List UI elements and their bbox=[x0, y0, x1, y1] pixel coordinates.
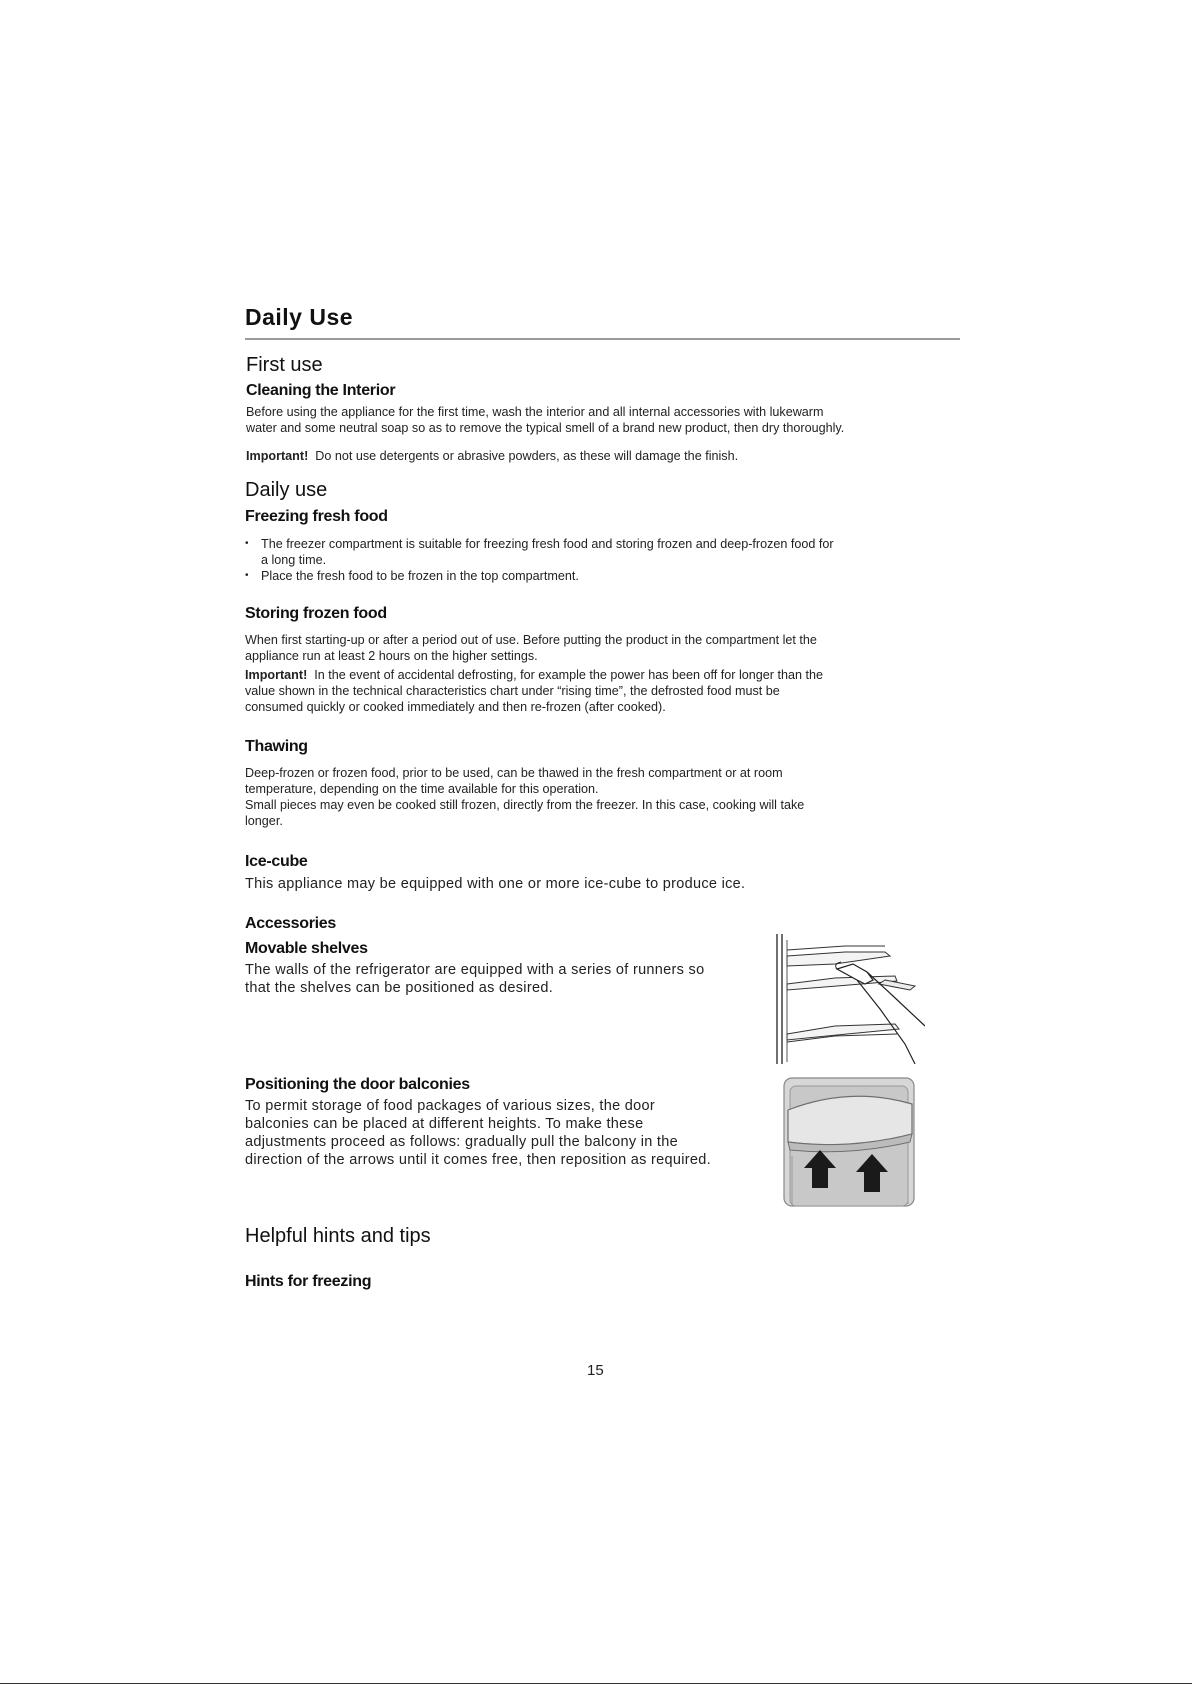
storing-paragraph: When first starting-up or after a period out of use. Before putting the product in the compartment let the appliance run at least 2 hours on the higher settings. bbox=[245, 633, 817, 663]
page-bottom-border bbox=[0, 1683, 1192, 1684]
subheading-ice-cube: Ice-cube bbox=[245, 853, 308, 870]
page-title: Daily Use bbox=[245, 304, 354, 330]
subheading-thawing: Thawing bbox=[245, 738, 308, 755]
subheading-storing-frozen-food: Storing frozen food bbox=[245, 605, 387, 622]
list-item: • The freezer compartment is suitable for freezing fresh food and storing frozen and deep-frozen food for a long time. bbox=[245, 536, 834, 568]
door-balcony-illustration bbox=[780, 1076, 918, 1208]
door-balconies-paragraph: To permit storage of food packages of various sizes, the door balconies can be placed at different heights. To make these adjustments proceed as follows: gradually pull the balcony in the direction of the arrows until it comes free, then reposition as required. bbox=[245, 1098, 711, 1168]
movable-shelves-paragraph: The walls of the refrigerator are equipped with a series of runners so that the shelves can be positioned as desired. bbox=[245, 962, 705, 996]
section-heading-first-use: First use bbox=[246, 354, 323, 376]
cleaning-paragraph: Before using the appliance for the first time, wash the interior and all internal accessories with lukewarm water and some neutral soap so as to remove the typical smell of a brand new product, then dry thoroughly. bbox=[246, 405, 845, 435]
subheading-freezing-fresh-food: Freezing fresh food bbox=[245, 508, 388, 525]
list-item: • Place the fresh food to be frozen in the top compartment. bbox=[245, 568, 834, 584]
section-heading-helpful-hints: Helpful hints and tips bbox=[245, 1225, 431, 1247]
cleaning-important-note: Important! Do not use detergents or abrasive powders, as these will damage the finish. bbox=[246, 449, 739, 463]
subheading-hints-for-freezing: Hints for freezing bbox=[245, 1273, 372, 1290]
freezing-bullet-list bbox=[245, 536, 834, 584]
subheading-accessories: Accessories bbox=[245, 915, 336, 932]
subheading-door-balconies: Positioning the door balconies bbox=[245, 1076, 470, 1093]
section-heading-daily-use: Daily use bbox=[245, 479, 328, 501]
page-number: 15 bbox=[587, 1362, 604, 1379]
important-label: Important! bbox=[245, 668, 308, 682]
ice-cube-paragraph: This appliance may be equipped with one or more ice-cube to produce ice. bbox=[245, 876, 746, 892]
subheading-cleaning-interior: Cleaning the Interior bbox=[246, 382, 396, 399]
movable-shelf-illustration bbox=[775, 934, 925, 1064]
storing-important-note: Important! In the event of accidental defrosting, for example the power has been off for longer than the value shown in the technical characteristics chart under “rising time”, the defrosted food must be consumed quickly or cooked immediately and then re-frozen (after cooked). bbox=[245, 668, 824, 714]
title-divider bbox=[245, 338, 960, 340]
thawing-paragraph: Deep-frozen or frozen food, prior to be used, can be thawed in the fresh compartment or at room temperature, depending on the time available for this operation. Small pieces may even be cooked still frozen, directly from the freezer. In this case, cooking will take longer. bbox=[245, 766, 805, 828]
important-label: Important! bbox=[246, 449, 309, 463]
subheading-movable-shelves: Movable shelves bbox=[245, 940, 368, 957]
